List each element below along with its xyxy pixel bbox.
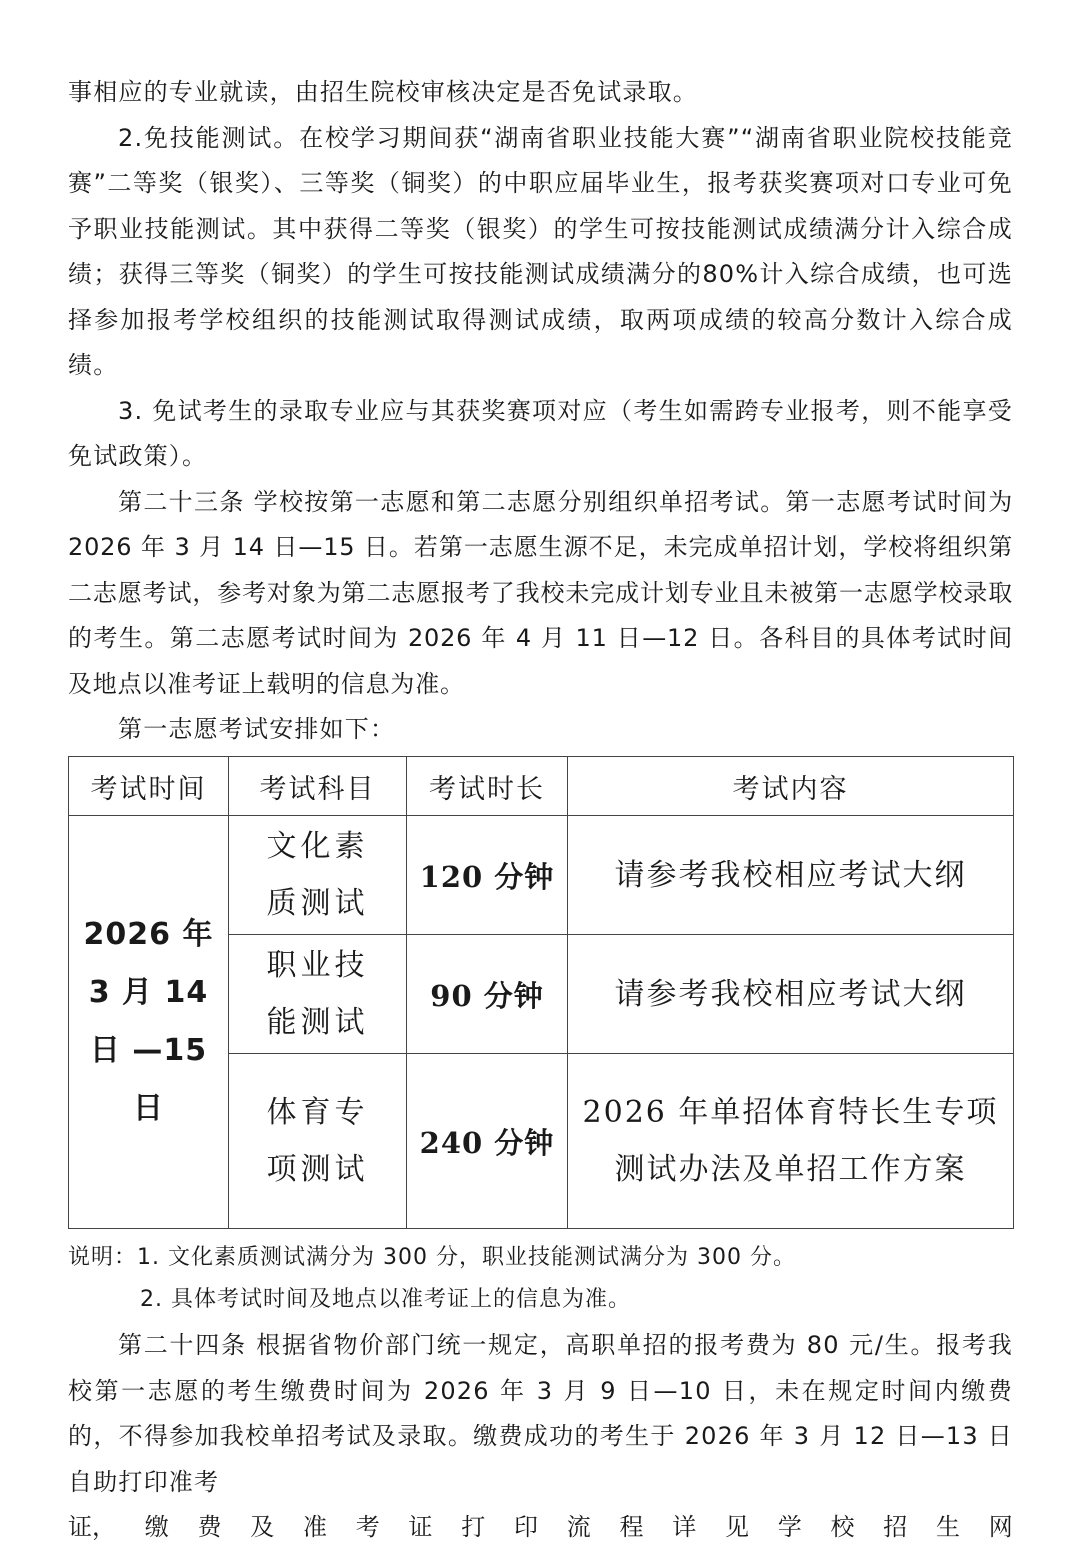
spread-char: 详 (672, 1513, 697, 1541)
spread-char: 见 (725, 1513, 749, 1541)
spread-last-line (68, 1505, 1013, 1551)
spread-char: 证， (68, 1513, 116, 1541)
spread-char: 考 (355, 1513, 380, 1541)
spread-char: 生 (936, 1513, 960, 1541)
content-cell: 请参考我校相应考试大纲 (568, 935, 1014, 1054)
header-exam-content: 考试内容 (568, 757, 1014, 816)
header-exam-time: 考试时间 (69, 757, 229, 816)
duration-cell: 120 分钟 (407, 816, 568, 935)
paragraph-article-23: 第二十三条 学校按第一志愿和第二志愿分别组织单招考试。第一志愿考试时间为2026 年 3 月 14 日—15 日。若第一志愿生源不足，未完成单招计划，学校将组织第二志愿考试，参考对象为第二志愿报考了我校未完成计划专业且未被第一志愿学校录取的考生。第二志愿考试时间为 2026 年 4 月 11 日—12 日。各科目的具体考试时间及地点以准考证上载明的信息为准。 (68, 487, 1013, 698)
header-exam-duration: 考试时长 (407, 757, 568, 816)
spread-char: 网 (988, 1513, 1013, 1541)
document-body (68, 70, 1013, 1551)
spread-char: 程 (619, 1513, 644, 1541)
content-cell: 2026 年单招体育特长生专项测试办法及单招工作方案 (568, 1054, 1014, 1229)
exam-schedule-table (68, 756, 1014, 1229)
note-1: 说明：1. 文化素质测试满分为 300 分，职业技能测试满分为 300 分。 (68, 1245, 796, 1270)
duration-cell: 90 分钟 (407, 935, 568, 1054)
spread-char: 招 (883, 1513, 908, 1541)
subject-cell: 文化素质测试 (229, 816, 407, 935)
spread-char: 缴 (144, 1513, 169, 1541)
note-2: 2. 具体考试时间及地点以准考证上的信息为准。 (140, 1287, 631, 1312)
paragraph-continuation: 事相应的专业就读，由招生院校审核决定是否免试录取。 (68, 78, 698, 106)
exam-date-cell: 2026 年 3 月 14 日 —15 日 (69, 816, 229, 1229)
subject-cell: 体育专项测试 (229, 1054, 407, 1229)
table-intro: 第一志愿考试安排如下： (118, 715, 396, 743)
paragraph-skill-test-exemption: 2.免技能测试。在校学习期间获“湖南省职业技能大赛”“湖南省职业院校技能竞赛”二等奖（银奖）、三等奖（铜奖）的中职应届毕业生，报考获奖赛项对口专业可免予职业技能测试。其中获得二等奖（银奖）的学生可按技能测试成绩满分计入综合成绩；获得三等奖（铜奖）的学生可按技能测试成绩满分的80%计入综合成绩，也可选择参加报考学校组织的技能测试取得测试成绩，取两项成绩的较高分数计入综合成绩。 (68, 123, 1013, 379)
spread-char: 及 (250, 1513, 275, 1541)
header-exam-subject: 考试科目 (229, 757, 407, 816)
paragraph-exemption-major: 3. 免试考生的录取专业应与其获奖赛项对应（考生如需跨专业报考，则不能享受免试政策）。 (68, 396, 1013, 470)
spread-char: 打 (461, 1513, 486, 1541)
spread-char: 学 (777, 1513, 802, 1541)
content-cell: 请参考我校相应考试大纲 (568, 816, 1014, 935)
spread-char: 费 (197, 1513, 222, 1541)
table-header-row (69, 757, 1014, 816)
duration-cell: 240 分钟 (407, 1054, 568, 1229)
spread-char: 校 (830, 1513, 855, 1541)
paragraph-article-24: 第二十四条 根据省物价部门统一规定，高职单招的报考费为 80 元/生。报考我校第一志愿的考生缴费时间为 2026 年 3 月 9 日—10 日，未在规定时间内缴费的，不得参加我校单招考试及录取。缴费成功的考生于 2026 年 3 月 12 日—13 日自助打印准考 (68, 1331, 1013, 1496)
spread-char: 证 (408, 1513, 433, 1541)
table-row (69, 816, 1014, 935)
spread-char: 印 (514, 1513, 538, 1541)
subject-cell: 职业技能测试 (229, 935, 407, 1054)
spread-char: 准 (303, 1513, 327, 1541)
spread-char: 流 (566, 1513, 591, 1541)
